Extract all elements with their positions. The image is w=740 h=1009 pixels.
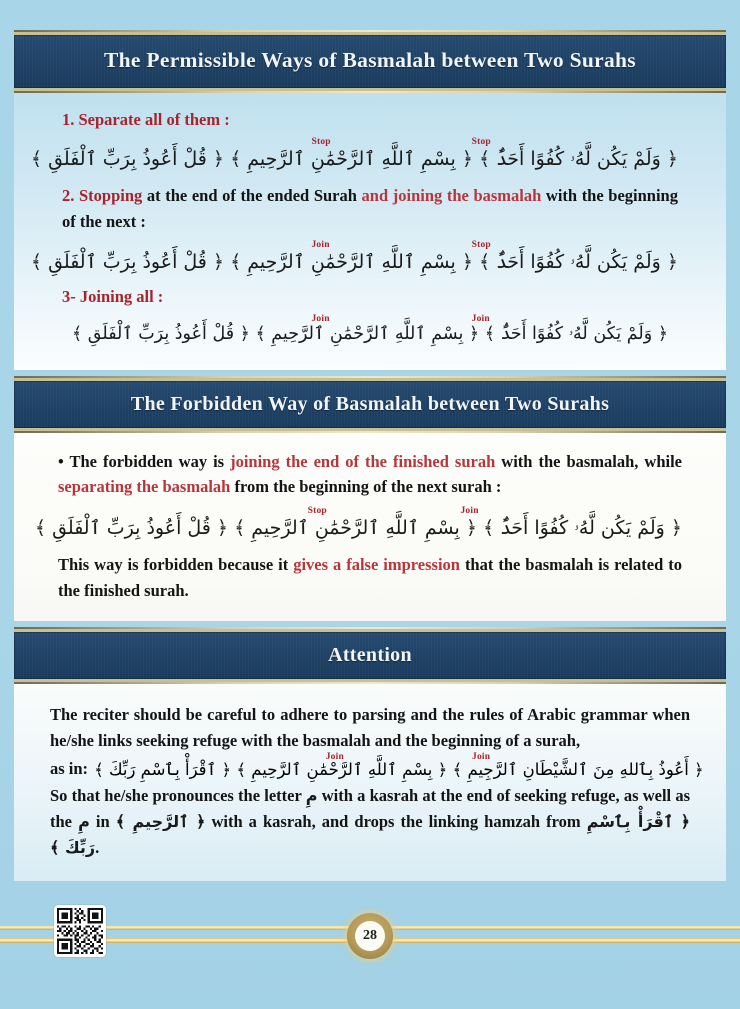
page-number: 28 [355,921,385,951]
item-2-end: with the beginning of the next : [62,186,678,231]
forbidden-part-3: with the basmalah, while [495,451,682,471]
marker-join-6: Join [472,751,491,762]
qr-code-icon[interactable] [54,905,106,957]
forbidden-part-2: joining the end of the finished surah [230,451,496,471]
forbidden-bullet [58,449,682,500]
ayah-text-2: ﴿ وَلَمْ يَكُن لَّهُۥ كُفُوًا أَحَدٌۢ ﴾ ﴿ بِسْمِ ٱللَّهِ ٱلرَّحْمَٰنِ ٱلرَّحِيمِ ﴾ ﴿ قُلْ أَعُوذُ بِرَبِّ ٱلْفَلَقِ ﴾ [30,251,678,274]
marker-join-2: Join [311,314,330,325]
banner-title-attention: Attention [328,644,412,667]
section-permissible-body [14,91,726,370]
attention-as-in-ayah-wrap [94,751,704,779]
attention-as-in-row [50,751,704,779]
ayah-text-3: ﴿ وَلَمْ يَكُن لَّهُۥ كُفُوًا أَحَدٌۢ ﴾ ﴿ بِسْمِ ٱللَّهِ ٱلرَّحْمَٰنِ ٱلرَّحِيمِ ﴾ ﴿ قُلْ أَعُوذُ بِرَبِّ ٱلْفَلَقِ ﴾ [71,324,668,345]
forbidden-part-4: separating the basmalah [58,477,231,497]
explain-part-3: in [95,812,110,831]
forbidden-part-1: • The forbidden way is [58,451,231,471]
forbidden-part-5: from the beginning of the next surah : [230,477,502,497]
explain-part-5: . [95,837,100,857]
word-raheem: ﴿ ٱلرَّحِيمِ ﴾ [115,812,206,831]
explain-part-1: So that he/she pronounces the letter [50,786,302,806]
closing-part-3: that the basmalah is related to the finished surah. [58,554,682,600]
marker-stop-1: Stop [311,136,331,147]
item-2-paragraph [62,183,678,234]
ayah-line-3 [62,314,678,351]
banner-attention [14,629,726,682]
attention-explanation [50,783,690,860]
attention-as-in-label: as in: [50,759,89,779]
item-1-heading: 1. Separate all of them : [62,109,230,129]
item-2-red2: and joining the basmalah [361,186,542,205]
marker-join-4: Join [460,505,479,516]
ayah-text-forbidden: ﴿ وَلَمْ يَكُن لَّهُۥ كُفُوًا أَحَدٌۢ ﴾ ﴿ بِسْمِ ٱللَّهِ ٱلرَّحْمَٰنِ ٱلرَّحِيمِ ﴾ ﴿ قُلْ أَعُوذُ بِرَبِّ ٱلْفَلَقِ ﴾ [34,516,682,539]
forbidden-closing [58,552,682,603]
item-2-label: 2. Stopping [62,186,143,205]
banner-title-forbidden: The Forbidden Way of Basmalah between Two Surahs [130,392,610,415]
marker-join-1: Join [311,240,330,251]
ayah-text-1: ﴿ وَلَمْ يَكُن لَّهُۥ كُفُوًا أَحَدٌۢ ﴾ ﴿ بِسْمِ ٱللَّهِ ٱلرَّحْمَٰنِ ٱلرَّحِيمِ ﴾ ﴿ قُلْ أَعُوذُ بِرَبِّ ٱلْفَلَقِ ﴾ [30,147,678,170]
explain-part-2: with a kasrah at the end of seeking refuge, as well as the [50,786,691,831]
attention-as-in-ayah-text: ﴿ أَعُوذُ بِٱللهِ مِنَ ٱلشَّيْطَانِ ٱلرَّجِيمِ ﴾ ﴿ بِسْمِ ٱللَّهِ ٱلرَّحْمَٰنِ ٱلرَّحِيمِ ﴾ ﴿ ٱقْرَأْ بِٱسْمِ رَبِّكَ ﴾ [94,759,704,779]
explain-part-4: with a kasrah, and drops the linking hamzah from [211,812,581,831]
ayah-line-forbidden [34,505,682,546]
marker-stop-4: Stop [307,505,327,516]
banner-title-permissible: The Permissible Ways of Basmalah between Two Surahs [104,48,636,72]
marker-stop-2: Stop [471,136,491,147]
page-footer [0,905,740,967]
closing-part-1: This way is forbidden because it [58,554,294,574]
banner-permissible [14,32,726,91]
page-number-medallion [347,913,393,959]
ayah-line-1 [30,136,678,177]
qr-code-svg [57,908,103,954]
section-attention-body [14,682,726,881]
item-3-heading: 3- Joining all : [62,287,164,307]
ayah-line-2 [30,240,678,280]
attention-intro: The reciter should be careful to adhere to parsing and the rules of Arabic grammar when he/she links seeking refuge with the basmalah and the beginning of a surah, [50,705,690,750]
letter-meem-1: مِ [305,786,318,806]
letter-meem-2: مِ [78,812,90,831]
marker-stop-3: Stop [471,240,491,251]
section-forbidden-body [14,431,726,621]
item-2-mid1: at the end of the ended Surah [142,186,362,205]
closing-part-2: gives a false impression [293,554,460,574]
word-iqra: ﴿ ٱقْرَأْ بِٱسْمِ رَبِّكَ ﴾ [50,812,691,857]
banner-forbidden [14,378,726,431]
marker-join-5: Join [325,751,344,762]
marker-join-3: Join [471,314,490,325]
